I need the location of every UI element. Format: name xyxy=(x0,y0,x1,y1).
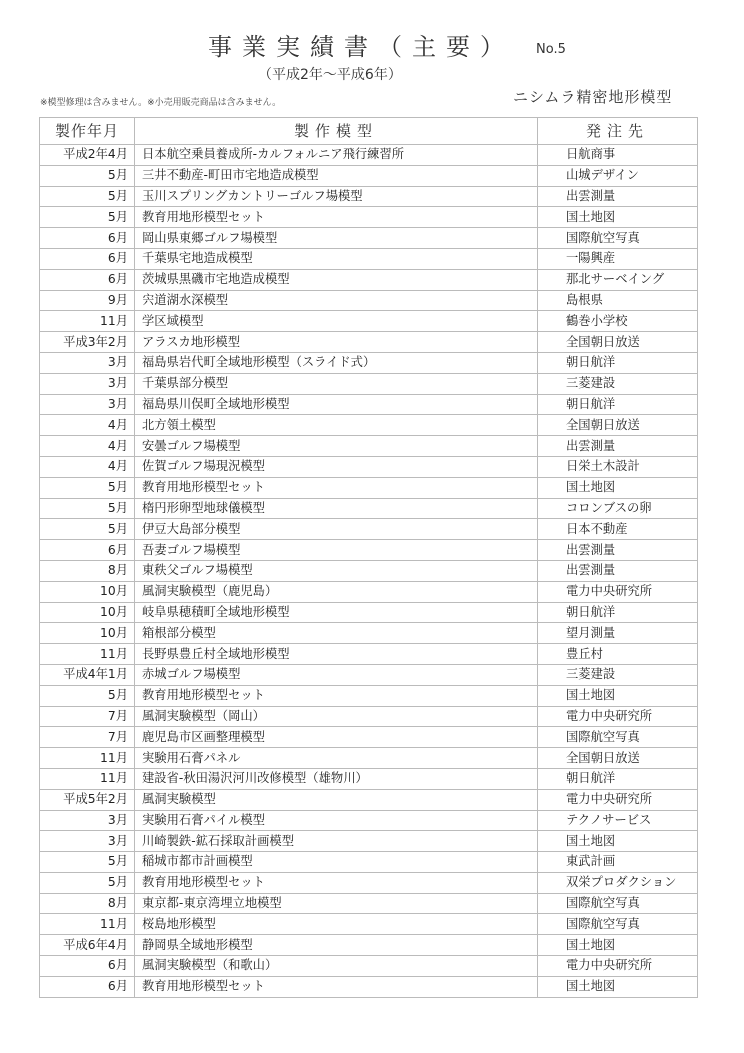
cell-date: 8月 xyxy=(40,893,135,914)
cell-client: 電力中央研究所 xyxy=(538,789,698,810)
cell-model: 千葉県部分模型 xyxy=(135,373,538,394)
cell-date: 6月 xyxy=(40,540,135,561)
cell-model: 吾妻ゴルフ場模型 xyxy=(135,540,538,561)
cell-date: 5月 xyxy=(40,519,135,540)
cell-model: 風洞実験模型（鹿児島） xyxy=(135,581,538,602)
cell-client: 出雲測量 xyxy=(538,436,698,457)
table-row xyxy=(40,332,698,353)
cell-client: 朝日航洋 xyxy=(538,394,698,415)
cell-date: 平成6年4月 xyxy=(40,935,135,956)
cell-date: 10月 xyxy=(40,623,135,644)
table-row xyxy=(40,540,698,561)
cell-date: 3月 xyxy=(40,831,135,852)
table-row xyxy=(40,352,698,373)
table-row xyxy=(40,602,698,623)
table-row xyxy=(40,145,698,166)
cell-client: 国際航空写真 xyxy=(538,893,698,914)
table-row xyxy=(40,664,698,685)
cell-client: 国土地図 xyxy=(538,831,698,852)
cell-client: 国際航空写真 xyxy=(538,727,698,748)
cell-client: 島根県 xyxy=(538,290,698,311)
cell-model: 岐阜県穂積町全域地形模型 xyxy=(135,602,538,623)
table-row xyxy=(40,186,698,207)
table-row xyxy=(40,976,698,997)
cell-model: 箱根部分模型 xyxy=(135,623,538,644)
cell-client: 全国朝日放送 xyxy=(538,415,698,436)
cell-date: 10月 xyxy=(40,581,135,602)
cell-client: 電力中央研究所 xyxy=(538,706,698,727)
table-row xyxy=(40,872,698,893)
cell-date: 3月 xyxy=(40,394,135,415)
cell-model: 実験用石膏パネル xyxy=(135,748,538,769)
table-row xyxy=(40,748,698,769)
table-row xyxy=(40,581,698,602)
cell-model: 千葉県宅地造成模型 xyxy=(135,248,538,269)
table-row xyxy=(40,644,698,665)
cell-model: 風洞実験模型（和歌山） xyxy=(135,956,538,977)
cell-client: 日栄土木設計 xyxy=(538,456,698,477)
cell-date: 3月 xyxy=(40,352,135,373)
cell-date: 4月 xyxy=(40,415,135,436)
cell-client: 鶴巻小学校 xyxy=(538,311,698,332)
period-subtitle: （平成2年～平成6年） xyxy=(258,67,402,83)
cell-model: 福島県岩代町全域地形模型（スライド式） xyxy=(135,352,538,373)
table-row xyxy=(40,519,698,540)
cell-client: 出雲測量 xyxy=(538,540,698,561)
cell-client: 出雲測量 xyxy=(538,186,698,207)
cell-date: 8月 xyxy=(40,560,135,581)
table-row xyxy=(40,207,698,228)
cell-date: 6月 xyxy=(40,248,135,269)
cell-date: 5月 xyxy=(40,207,135,228)
table-row xyxy=(40,436,698,457)
table-row xyxy=(40,477,698,498)
table-row xyxy=(40,269,698,290)
cell-date: 7月 xyxy=(40,727,135,748)
cell-client: 東武計画 xyxy=(538,852,698,873)
table-row xyxy=(40,248,698,269)
cell-date: 5月 xyxy=(40,852,135,873)
cell-client: 国土地図 xyxy=(538,685,698,706)
table-header-row xyxy=(40,118,698,145)
cell-client: 那北サーベイング xyxy=(538,269,698,290)
table-row xyxy=(40,914,698,935)
table-row xyxy=(40,956,698,977)
table-row xyxy=(40,165,698,186)
table-row xyxy=(40,373,698,394)
cell-date: 4月 xyxy=(40,436,135,457)
cell-date: 11月 xyxy=(40,914,135,935)
cell-client: 朝日航洋 xyxy=(538,768,698,789)
cell-model: 宍道湖水深模型 xyxy=(135,290,538,311)
cell-model: 日本航空乗員養成所-カルフォルニア飛行練習所 xyxy=(135,145,538,166)
table-row xyxy=(40,852,698,873)
table-row xyxy=(40,727,698,748)
table-row xyxy=(40,228,698,249)
cell-model: 三井不動産-町田市宅地造成模型 xyxy=(135,165,538,186)
exclusion-note: ※模型修理は含みません。※小売用販売商品は含みません。 xyxy=(40,98,282,108)
page-number: No.5 xyxy=(536,42,566,57)
cell-date: 11月 xyxy=(40,748,135,769)
table-row xyxy=(40,311,698,332)
achievements-table xyxy=(39,117,698,998)
column-header-date: 製作年月 xyxy=(40,118,135,145)
cell-model: 岡山県東郷ゴルフ場模型 xyxy=(135,228,538,249)
cell-client: 日本不動産 xyxy=(538,519,698,540)
cell-model: 玉川スプリングカントリーゴルフ場模型 xyxy=(135,186,538,207)
cell-date: 5月 xyxy=(40,685,135,706)
cell-client: 国土地図 xyxy=(538,207,698,228)
table-row xyxy=(40,893,698,914)
cell-model: 桜島地形模型 xyxy=(135,914,538,935)
cell-model: 教育用地形模型セット xyxy=(135,207,538,228)
cell-model: 建設省-秋田湯沢河川改修模型（雄物川） xyxy=(135,768,538,789)
cell-model: 学区域模型 xyxy=(135,311,538,332)
cell-model: アラスカ地形模型 xyxy=(135,332,538,353)
cell-date: 平成2年4月 xyxy=(40,145,135,166)
title-row xyxy=(208,32,566,62)
cell-model: 佐賀ゴルフ場現況模型 xyxy=(135,456,538,477)
cell-client: 出雲測量 xyxy=(538,560,698,581)
cell-date: 11月 xyxy=(40,311,135,332)
cell-client: 双栄プロダクション xyxy=(538,872,698,893)
cell-client: 全国朝日放送 xyxy=(538,332,698,353)
cell-client: 三菱建設 xyxy=(538,373,698,394)
cell-date: 平成5年2月 xyxy=(40,789,135,810)
cell-model: 教育用地形模型セット xyxy=(135,872,538,893)
cell-model: 風洞実験模型（岡山） xyxy=(135,706,538,727)
table-row xyxy=(40,789,698,810)
cell-model: 長野県豊丘村全域地形模型 xyxy=(135,644,538,665)
cell-client: 山城デザイン xyxy=(538,165,698,186)
cell-model: 鹿児島市区画整理模型 xyxy=(135,727,538,748)
cell-model: 安曇ゴルフ場模型 xyxy=(135,436,538,457)
cell-model: 北方領土模型 xyxy=(135,415,538,436)
cell-date: 10月 xyxy=(40,602,135,623)
cell-client: 電力中央研究所 xyxy=(538,581,698,602)
cell-model: 赤城ゴルフ場模型 xyxy=(135,664,538,685)
table-row xyxy=(40,768,698,789)
cell-date: 平成4年1月 xyxy=(40,664,135,685)
cell-model: 東京都-東京湾埋立地模型 xyxy=(135,893,538,914)
cell-date: 5月 xyxy=(40,477,135,498)
column-header-client: 発注先 xyxy=(538,118,698,145)
cell-client: 全国朝日放送 xyxy=(538,748,698,769)
cell-client: 望月測量 xyxy=(538,623,698,644)
cell-date: 11月 xyxy=(40,644,135,665)
cell-client: 三菱建設 xyxy=(538,664,698,685)
table-row xyxy=(40,935,698,956)
cell-date: 6月 xyxy=(40,228,135,249)
cell-date: 4月 xyxy=(40,456,135,477)
cell-date: 5月 xyxy=(40,165,135,186)
cell-date: 3月 xyxy=(40,810,135,831)
table-row xyxy=(40,831,698,852)
cell-client: 日航商事 xyxy=(538,145,698,166)
cell-date: 5月 xyxy=(40,872,135,893)
cell-model: 茨城県黒磯市宅地造成模型 xyxy=(135,269,538,290)
cell-client: 電力中央研究所 xyxy=(538,956,698,977)
cell-date: 6月 xyxy=(40,976,135,997)
cell-date: 7月 xyxy=(40,706,135,727)
cell-date: 平成3年2月 xyxy=(40,332,135,353)
cell-client: 一陽興産 xyxy=(538,248,698,269)
cell-model: 風洞実験模型 xyxy=(135,789,538,810)
cell-date: 9月 xyxy=(40,290,135,311)
table-row xyxy=(40,685,698,706)
table-row xyxy=(40,415,698,436)
cell-date: 6月 xyxy=(40,269,135,290)
cell-client: 国土地図 xyxy=(538,477,698,498)
cell-client: 国際航空写真 xyxy=(538,914,698,935)
cell-client: 国際航空写真 xyxy=(538,228,698,249)
table-row xyxy=(40,623,698,644)
cell-model: 教育用地形模型セット xyxy=(135,477,538,498)
cell-client: 豊丘村 xyxy=(538,644,698,665)
cell-client: 国土地図 xyxy=(538,976,698,997)
table-row xyxy=(40,706,698,727)
cell-date: 11月 xyxy=(40,768,135,789)
column-header-model: 製作模型 xyxy=(135,118,538,145)
table-row xyxy=(40,498,698,519)
cell-model: 実験用石膏パイル模型 xyxy=(135,810,538,831)
cell-date: 6月 xyxy=(40,956,135,977)
cell-model: 伊豆大島部分模型 xyxy=(135,519,538,540)
cell-model: 教育用地形模型セット xyxy=(135,976,538,997)
table-row xyxy=(40,394,698,415)
cell-date: 5月 xyxy=(40,186,135,207)
cell-client: 朝日航洋 xyxy=(538,352,698,373)
table-row xyxy=(40,456,698,477)
cell-model: 教育用地形模型セット xyxy=(135,685,538,706)
cell-date: 3月 xyxy=(40,373,135,394)
cell-model: 東秩父ゴルフ場模型 xyxy=(135,560,538,581)
cell-model: 静岡県全域地形模型 xyxy=(135,935,538,956)
table-row xyxy=(40,560,698,581)
cell-client: 朝日航洋 xyxy=(538,602,698,623)
company-name: ニシムラ精密地形模型 xyxy=(513,88,673,106)
document-title: 事業実績書（主要） xyxy=(208,33,514,61)
cell-client: テクノサービス xyxy=(538,810,698,831)
cell-client: コロンブスの卵 xyxy=(538,498,698,519)
table-row xyxy=(40,810,698,831)
table-row xyxy=(40,290,698,311)
cell-model: 福島県川俣町全域地形模型 xyxy=(135,394,538,415)
cell-date: 5月 xyxy=(40,498,135,519)
cell-model: 楕円形卵型地球儀模型 xyxy=(135,498,538,519)
cell-client: 国土地図 xyxy=(538,935,698,956)
cell-model: 稲城市都市計画模型 xyxy=(135,852,538,873)
cell-model: 川崎製鉄-鉱石採取計画模型 xyxy=(135,831,538,852)
